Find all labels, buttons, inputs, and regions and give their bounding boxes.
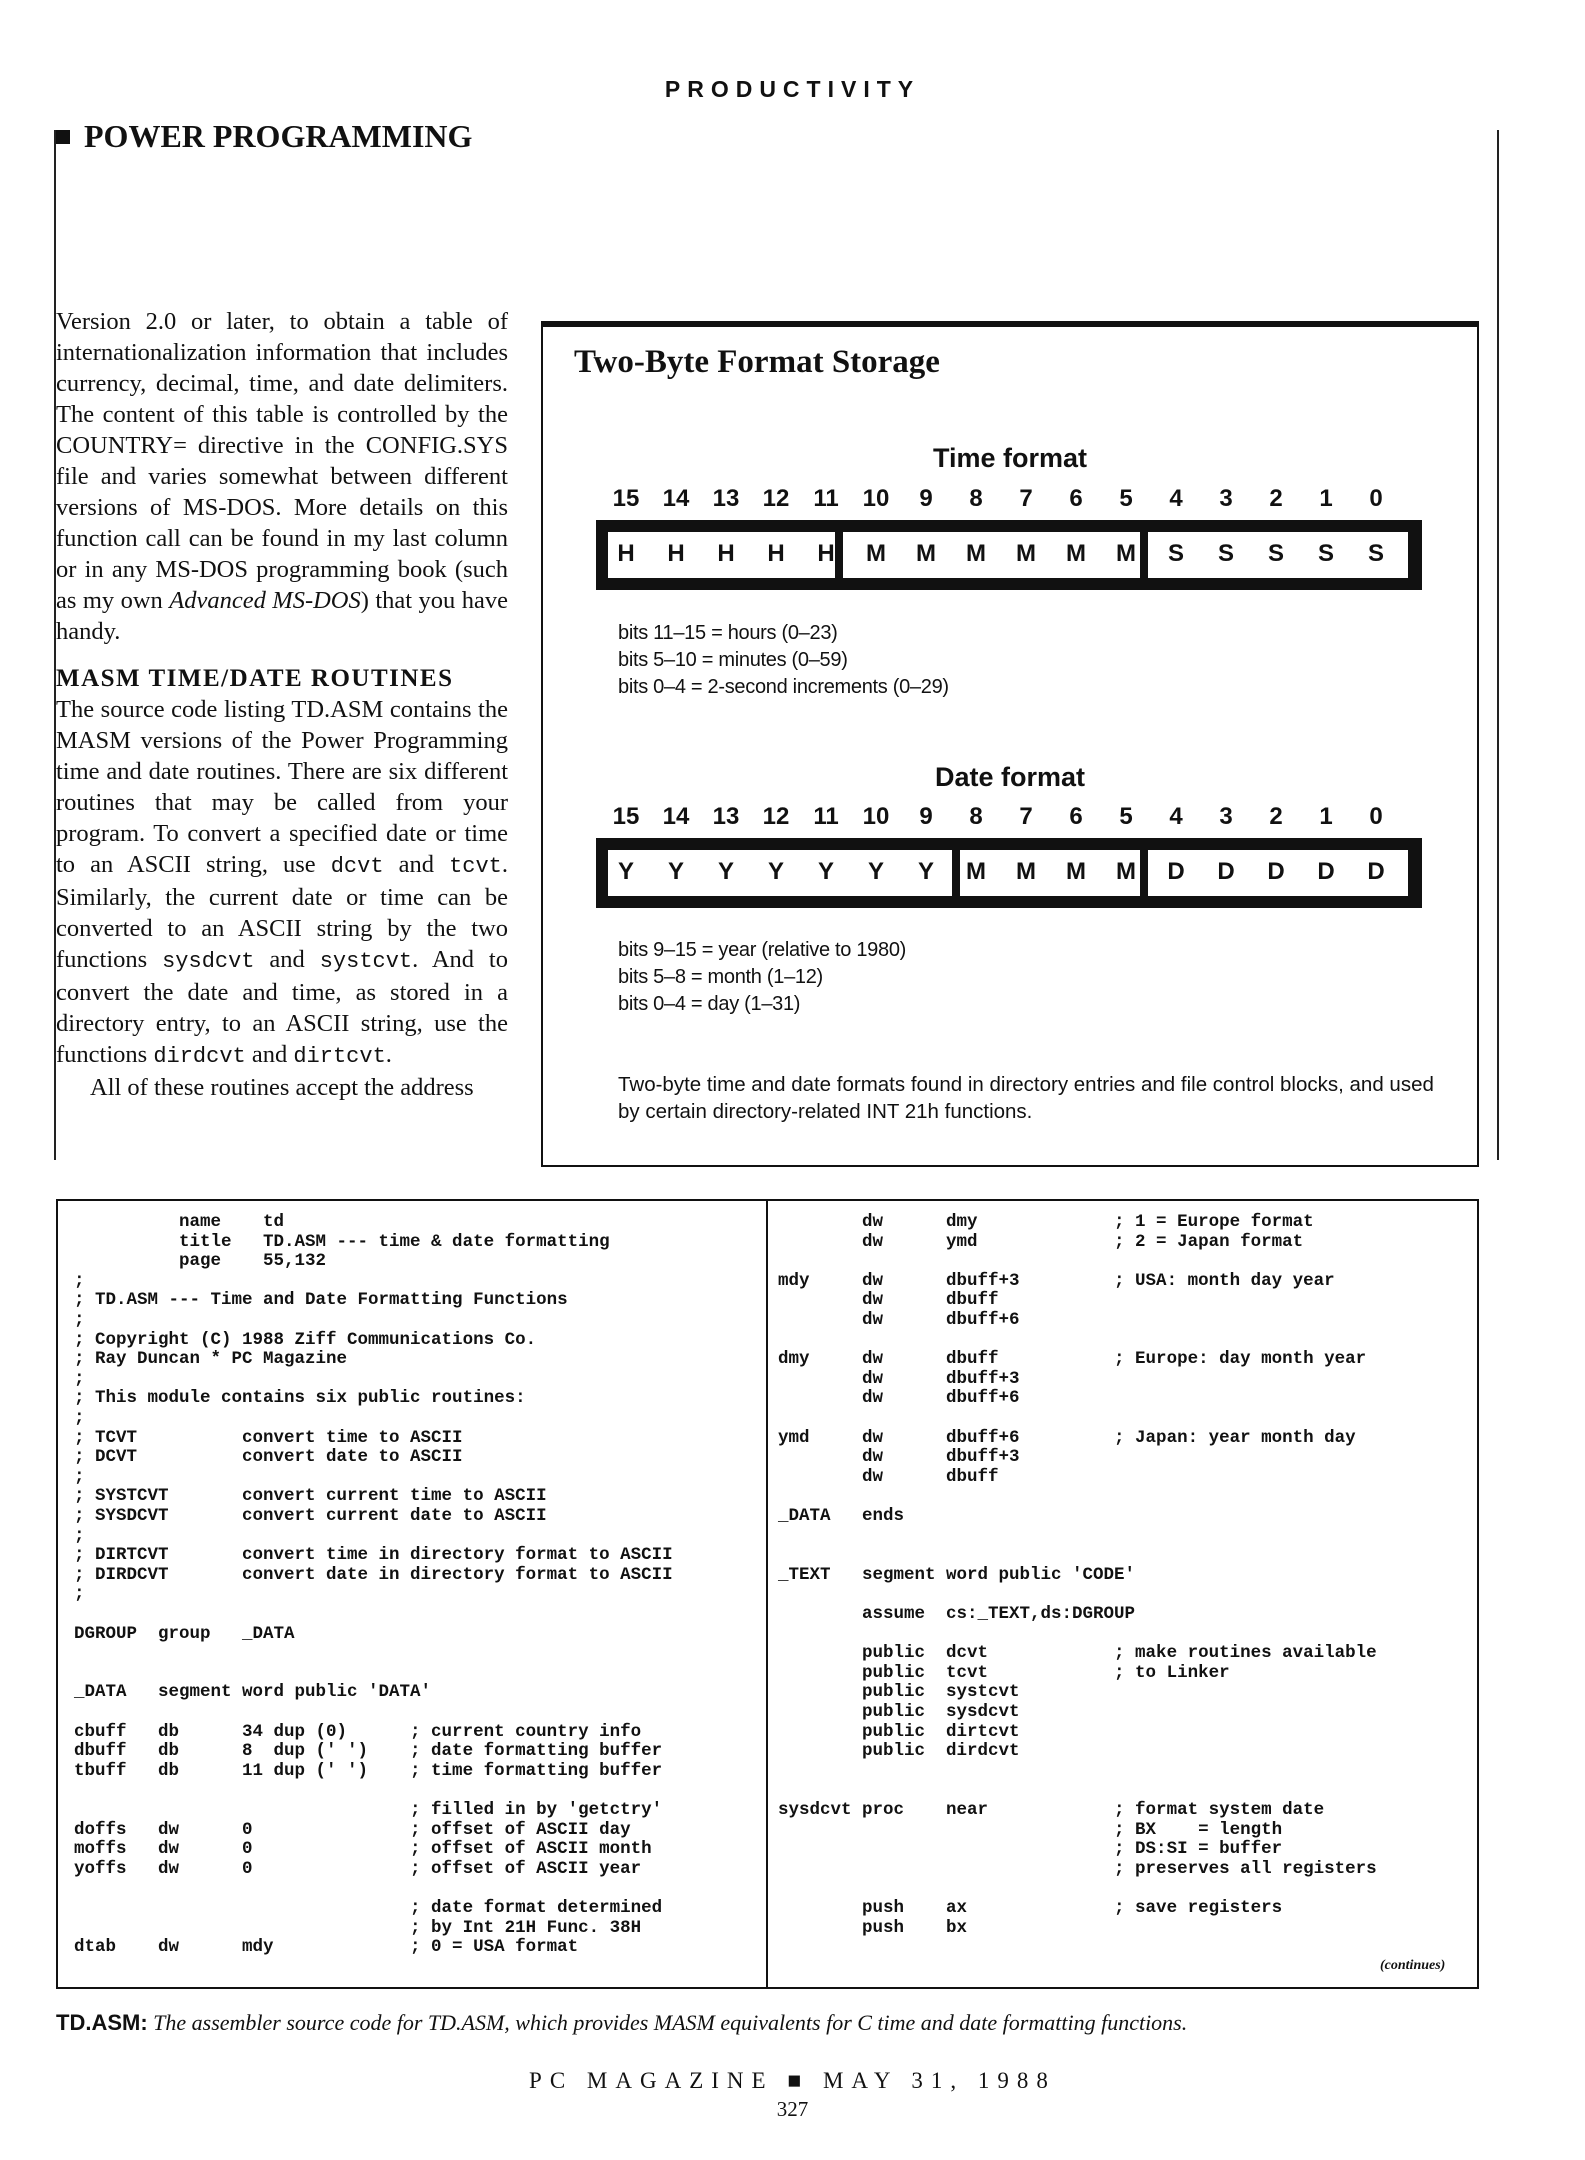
- time-bit-number-1: 14: [662, 485, 690, 512]
- code-listing-divider: [766, 1199, 768, 1989]
- code-line: ; DCVT convert date to ASCII: [74, 1447, 463, 1468]
- time-bit-number-3: 12: [762, 485, 790, 512]
- code-line: dbuff db 8 dup (' ') ; date formatting buffer: [74, 1741, 663, 1762]
- code-line: dw dbuff+3: [778, 1368, 1020, 1389]
- date-cell-14: D: [1317, 858, 1335, 885]
- code-line: public sysdcvt: [778, 1702, 1020, 1722]
- date-bit-number-9: 6: [1069, 803, 1083, 830]
- code-line: ; DIRTCVT convert time in directory format to ASCII: [74, 1545, 673, 1566]
- code-line: moffs dw 0 ; offset of ASCII month: [74, 1839, 652, 1860]
- figure-caption: Two-byte time and date formats found in directory entries and file control blocks, and used by certain directory-related INT 21h functions.: [618, 1073, 1434, 1123]
- date-bit-number-5: 10: [862, 803, 890, 830]
- time-cell-13: S: [1267, 540, 1284, 567]
- code-line: DGROUP group _DATA: [74, 1623, 295, 1644]
- time-bit-number-5: 10: [862, 485, 890, 512]
- date-bit-desc-1: bits 9–15 = year (relative to 1980): [618, 939, 907, 961]
- code-line: ; DIRDCVT convert date in directory format to ASCII: [74, 1564, 673, 1585]
- code-line: dw dbuff+3: [778, 1447, 1020, 1468]
- time-bit-number-8: 7: [1019, 485, 1033, 512]
- code-line: push bx: [778, 1917, 968, 1938]
- time-bit-number-14: 1: [1319, 485, 1333, 512]
- time-cell-6: M: [916, 540, 936, 567]
- code-line: ; SYSTCVT convert current time to ASCII: [74, 1486, 547, 1507]
- time-format-heading: Time format: [932, 443, 1088, 473]
- time-cell-15: S: [1367, 540, 1384, 567]
- date-cell-2: Y: [717, 858, 734, 885]
- code-line: public dirdcvt: [778, 1741, 1020, 1762]
- date-bit-desc-2: bits 5–8 = month (1–12): [618, 966, 823, 988]
- code-line: ;: [74, 1584, 85, 1605]
- paragraph-3: All of these routines accept the address: [90, 1074, 474, 1101]
- code-line: _DATA ends: [778, 1506, 905, 1526]
- date-bit-number-15: 0: [1369, 803, 1383, 830]
- date-bit-number-13: 2: [1269, 803, 1283, 830]
- paragraph-1: Version 2.0 or later, to obtain a table of internationalization information that includes currency, decimal, time, and date delimiters. The content of this table is controlled by the COUNTRY= directive in the CONFIG.SYS file and varies somewhat between different versions of MS-DOS. More details on this function call can be found in my last column or in any MS-DOS programming book (such as my own Advanced MS-DOS) that you have handy.: [56, 308, 508, 645]
- date-cell-6: Y: [917, 858, 934, 885]
- time-cell-4: H: [817, 540, 835, 567]
- code-line: ; filled in by 'getctry': [74, 1800, 663, 1820]
- date-cell-12: D: [1217, 858, 1235, 885]
- code-line: dmy dw dbuff ; Europe: day month year: [778, 1349, 1367, 1370]
- figure-title: Two-Byte Format Storage: [574, 344, 940, 380]
- column-title: [56, 118, 472, 155]
- code-line: ; by Int 21H Func. 38H: [74, 1917, 642, 1938]
- date-format-heading: Date format: [934, 762, 1086, 792]
- date-cell-0: Y: [617, 858, 634, 885]
- time-cell-2: H: [717, 540, 735, 567]
- time-cell-1: H: [667, 540, 685, 567]
- code-line: name td: [74, 1212, 285, 1232]
- time-cell-12: S: [1217, 540, 1234, 567]
- time-cell-11: S: [1167, 540, 1184, 567]
- time-bit-number-6: 9: [919, 485, 933, 512]
- code-line: mdy dw dbuff+3 ; USA: month day year: [778, 1270, 1335, 1291]
- date-cell-8: M: [1016, 858, 1036, 885]
- date-cell-15: D: [1367, 858, 1385, 885]
- time-bit-number-0: 15: [612, 485, 640, 512]
- subhead: MASM TIME/DATE ROUTINES: [56, 665, 454, 692]
- date-cell-11: D: [1167, 858, 1185, 885]
- code-line: dw dbuff+6: [778, 1388, 1020, 1409]
- code-line: dw ymd ; 2 = Japan format: [778, 1231, 1304, 1252]
- date-bit-number-8: 7: [1019, 803, 1033, 830]
- time-cell-14: S: [1317, 540, 1334, 567]
- section-label: PRODUCTIVITY: [664, 76, 921, 102]
- continues-note: (continues): [1380, 1958, 1446, 1973]
- code-line: ; This module contains six public routines:: [74, 1388, 526, 1409]
- code-line: page 55,132: [74, 1251, 327, 1272]
- date-cell-1: Y: [667, 858, 684, 885]
- code-line: ;: [74, 1408, 85, 1428]
- date-bit-number-12: 3: [1219, 803, 1233, 830]
- date-bit-number-2: 13: [712, 803, 740, 830]
- code-line: doffs dw 0 ; offset of ASCII day: [74, 1819, 631, 1840]
- paragraph-2: The source code listing TD.ASM contains the MASM versions of the Power Programming time and date routines. There are six different routines that may be called from your program. To convert a specified date or time to an ASCII string, use dcvt and tcvt. Similarly, the current date or time can be converted to an ASCII string by the two functions sysdcvt and systcvt. And to convert the date and time, as stored in a directory entry, to an ASCII string, use the functions dirdcvt and dirtcvt.: [56, 696, 508, 1069]
- date-bit-number-11: 4: [1169, 803, 1183, 830]
- date-bit-number-0: 15: [612, 803, 640, 830]
- date-cell-7: M: [966, 858, 986, 885]
- time-cell-3: H: [767, 540, 785, 567]
- time-bit-number-9: 6: [1069, 485, 1083, 512]
- date-cell-10: M: [1116, 858, 1136, 885]
- code-line: public tcvt ; to Linker: [778, 1662, 1230, 1683]
- code-line: push ax ; save registers: [778, 1898, 1283, 1918]
- date-cell-4: Y: [817, 858, 834, 885]
- date-bit-number-3: 12: [762, 803, 790, 830]
- time-bit-number-11: 4: [1169, 485, 1183, 512]
- code-line: public dcvt ; make routines available: [778, 1643, 1377, 1664]
- time-bit-number-10: 5: [1119, 485, 1133, 512]
- date-bit-number-10: 5: [1119, 803, 1133, 830]
- time-bit-number-2: 13: [712, 485, 740, 512]
- right-column-rule: [1497, 130, 1499, 1160]
- time-cell-5: M: [866, 540, 886, 567]
- date-bit-number-1: 14: [662, 803, 690, 830]
- page-number: 327: [776, 2097, 809, 2121]
- code-line: public dirtcvt: [778, 1721, 1020, 1742]
- date-bit-number-7: 8: [969, 803, 983, 830]
- code-line: _DATA segment word public 'DATA': [74, 1682, 432, 1703]
- time-bit-number-12: 3: [1219, 485, 1233, 512]
- time-bit-number-15: 0: [1369, 485, 1383, 512]
- listing-caption: TD.ASM: The assembler source code for TD.ASM, which provides MASM equivalents for C time and date formatting functions.: [56, 2010, 1188, 2035]
- code-line: public systcvt: [778, 1682, 1020, 1703]
- column-title-text: POWER PROGRAMMING: [84, 118, 473, 154]
- code-line: ymd dw dbuff+6 ; Japan: year month day: [778, 1427, 1356, 1448]
- code-line: ; BX = length: [778, 1819, 1283, 1840]
- time-bit-desc-1: bits 11–15 = hours (0–23): [618, 622, 838, 644]
- code-line: _TEXT segment word public 'CODE': [778, 1564, 1136, 1585]
- time-bit-desc-2: bits 5–10 = minutes (0–59): [618, 649, 848, 671]
- date-cell-5: Y: [867, 858, 884, 885]
- date-bit-number-4: 11: [813, 803, 839, 830]
- code-line: ; DS:SI = buffer: [778, 1839, 1283, 1860]
- date-cell-9: M: [1066, 858, 1086, 885]
- code-line: ; date format determined: [74, 1898, 663, 1918]
- code-line: ;: [74, 1368, 85, 1389]
- code-line: dw dmy ; 1 = Europe format: [778, 1212, 1314, 1232]
- code-line: ;: [74, 1525, 85, 1546]
- time-bit-number-13: 2: [1269, 485, 1283, 512]
- code-line: dw dbuff: [778, 1466, 999, 1487]
- time-cell-0: H: [617, 540, 635, 567]
- code-line: ; TCVT convert time to ASCII: [74, 1427, 463, 1448]
- date-bit-desc-3: bits 0–4 = day (1–31): [618, 993, 801, 1015]
- code-line: tbuff db 11 dup (' ') ; time formatting buffer: [74, 1760, 663, 1781]
- magazine-footer: PC MAGAZINE ■ MAY 31, 1988: [529, 2068, 1056, 2093]
- time-cell-7: M: [966, 540, 986, 567]
- time-cell-10: M: [1116, 540, 1136, 567]
- code-line: ; TD.ASM --- Time and Date Formatting Functions: [74, 1290, 568, 1311]
- date-bit-number-14: 1: [1319, 803, 1333, 830]
- date-cell-13: D: [1267, 858, 1285, 885]
- code-line: title TD.ASM --- time & date formatting: [74, 1231, 610, 1252]
- code-line: ;: [74, 1270, 85, 1291]
- square-bullet-icon: [56, 130, 70, 144]
- code-line: dw dbuff+6: [778, 1310, 1020, 1330]
- code-line: ; SYSDCVT convert current date to ASCII: [74, 1506, 547, 1526]
- code-line: ; Ray Duncan * PC Magazine: [74, 1349, 348, 1370]
- time-cell-8: M: [1016, 540, 1036, 567]
- time-bit-desc-3: bits 0–4 = 2-second increments (0–29): [618, 676, 949, 698]
- code-line: ;: [74, 1466, 85, 1487]
- date-bit-number-6: 9: [919, 803, 933, 830]
- code-line: sysdcvt proc near ; format system date: [778, 1800, 1325, 1820]
- code-line: ; preserves all registers: [778, 1858, 1377, 1879]
- date-cell-3: Y: [767, 858, 784, 885]
- code-line: dtab dw mdy ; 0 = USA format: [74, 1937, 579, 1958]
- code-line: ;: [74, 1310, 85, 1330]
- code-line: yoffs dw 0 ; offset of ASCII year: [74, 1858, 642, 1879]
- time-cell-9: M: [1066, 540, 1086, 567]
- time-bit-number-4: 11: [813, 485, 839, 512]
- time-bit-number-7: 8: [969, 485, 983, 512]
- code-line: cbuff db 34 dup (0) ; current country info: [74, 1721, 642, 1742]
- code-line: assume cs:_TEXT,ds:DGROUP: [778, 1604, 1136, 1624]
- body-text-column: [56, 306, 508, 1103]
- code-line: dw dbuff: [778, 1290, 999, 1311]
- code-line: ; Copyright (C) 1988 Ziff Communications Co.: [74, 1329, 537, 1350]
